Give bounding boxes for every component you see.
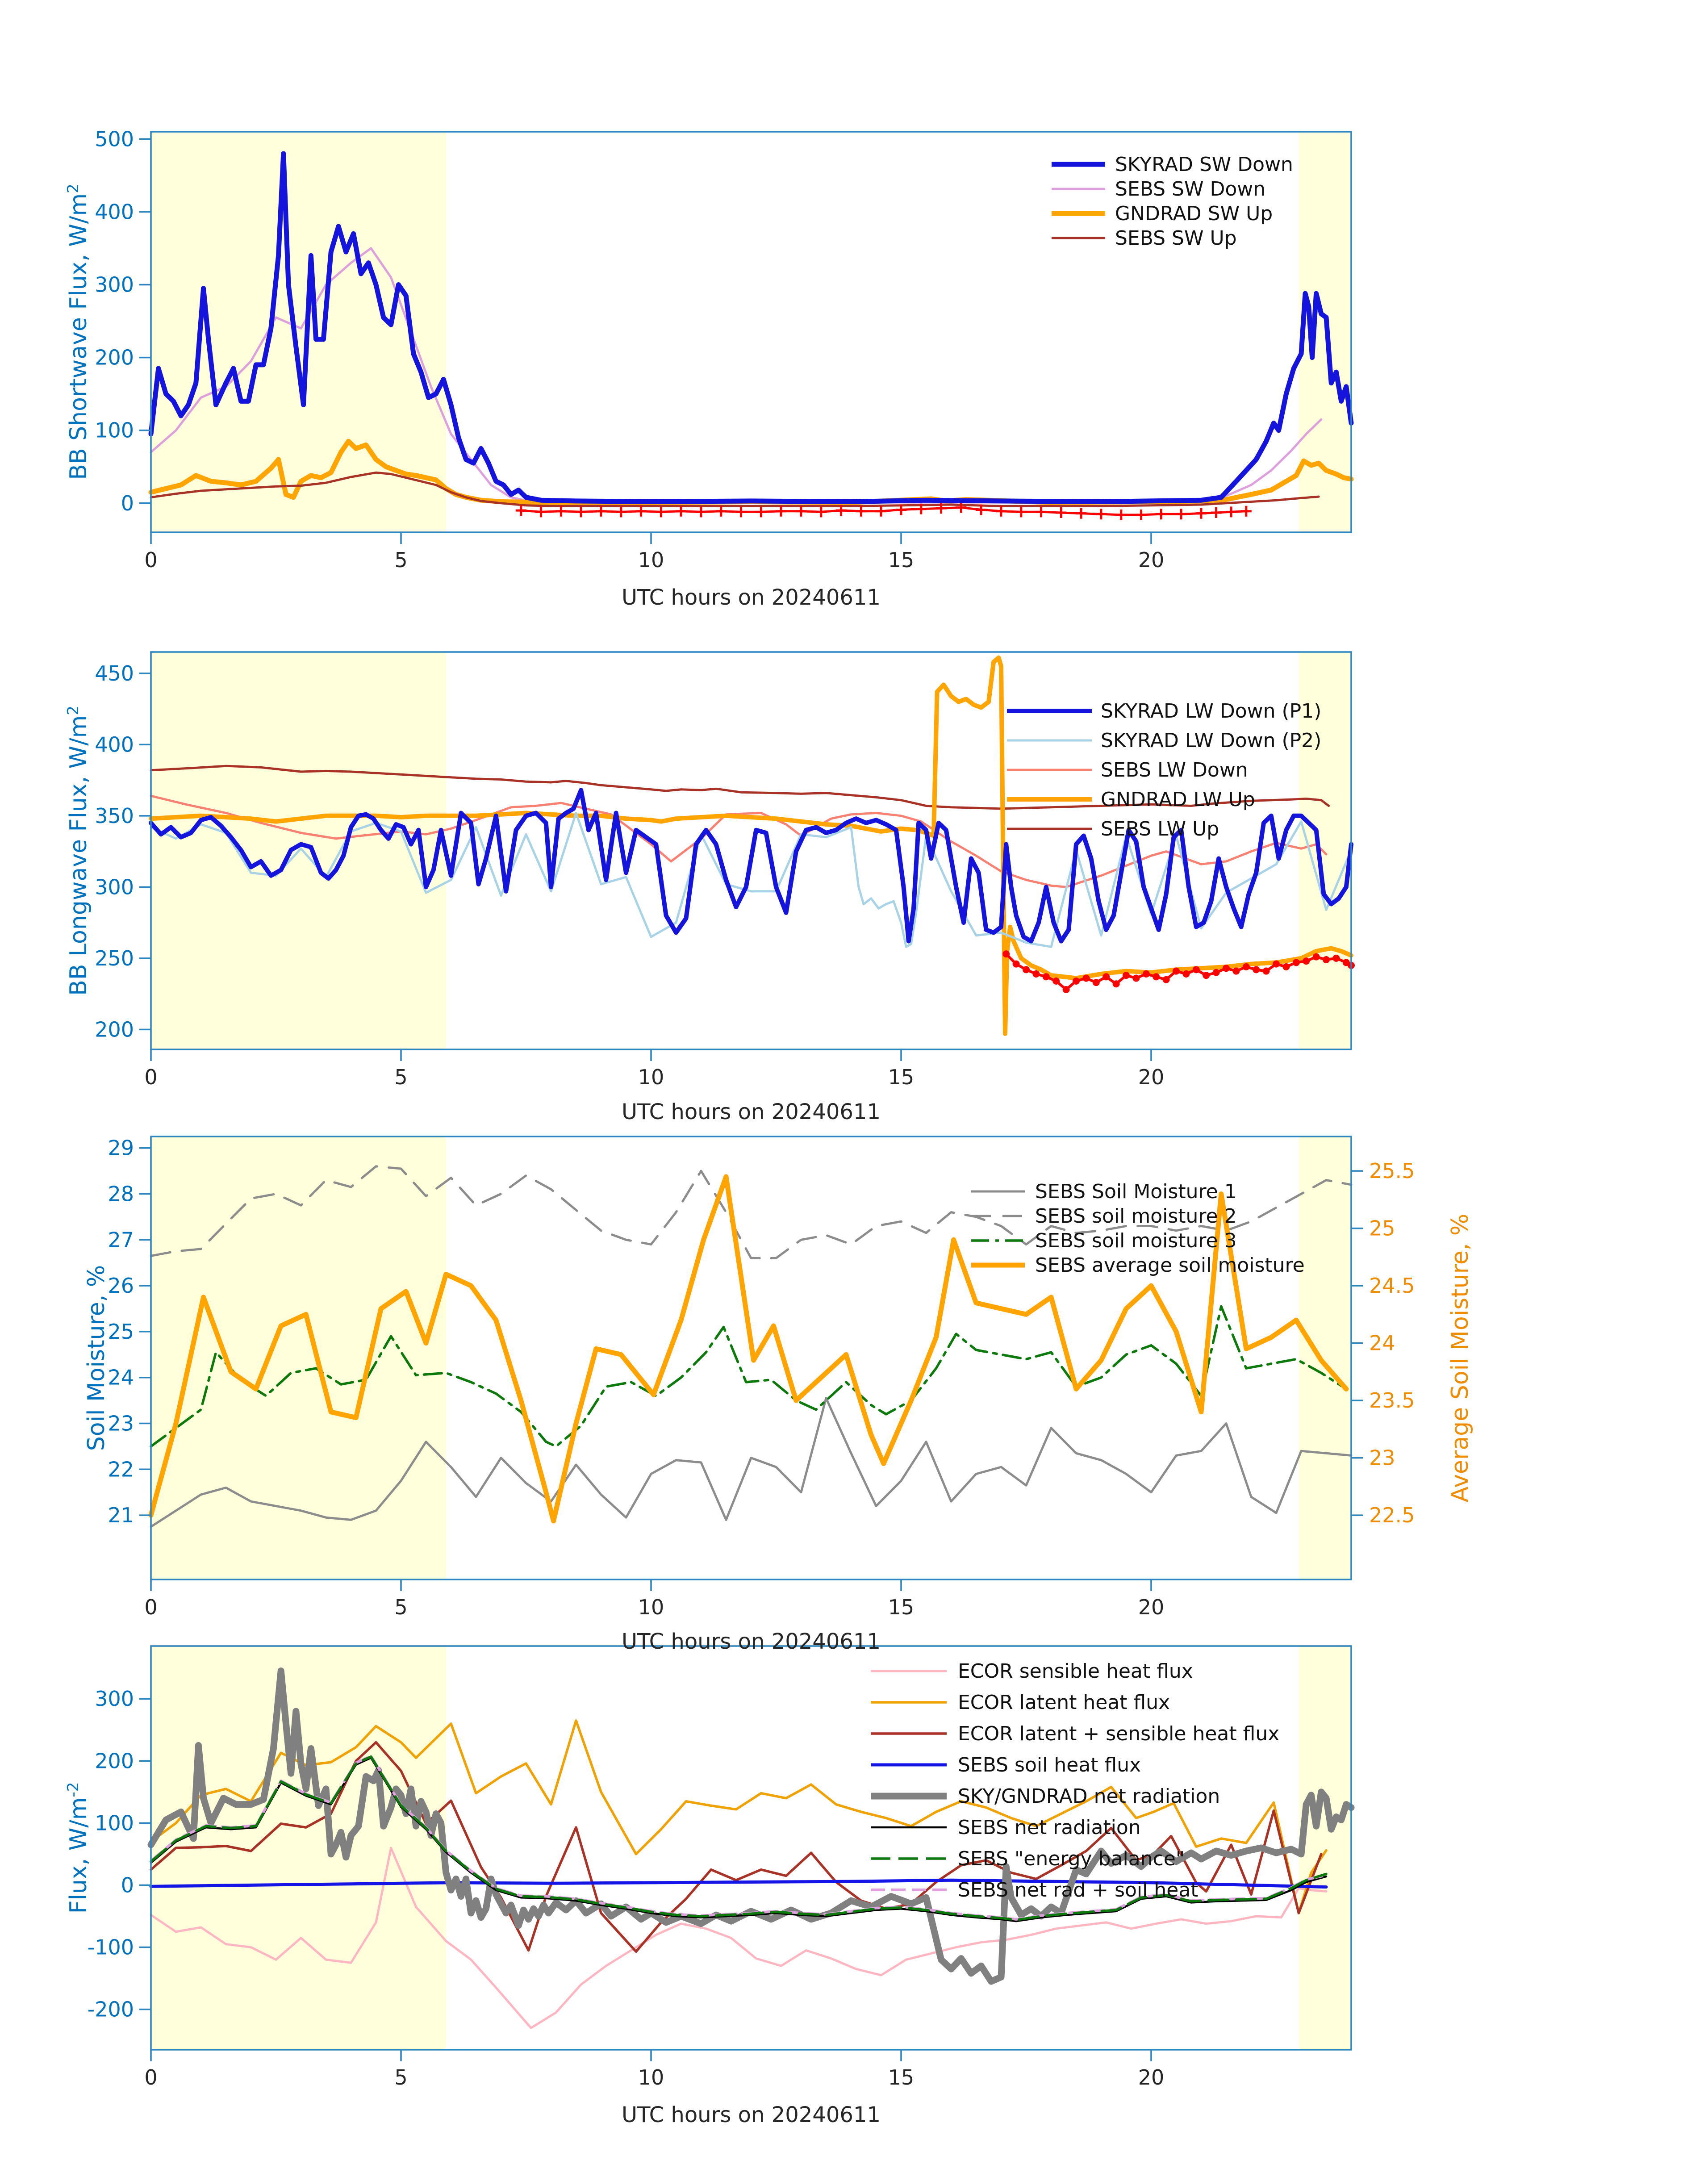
- right-y-tick-label: 24: [1369, 1331, 1395, 1355]
- marker-plus: [876, 506, 886, 517]
- marker-plus: [1156, 509, 1166, 519]
- legend-label-sebs-lw-down: SEBS LW Down: [1101, 759, 1248, 781]
- marker-dot: [1253, 966, 1260, 973]
- legend-label-sebs-soil-heat-flux: SEBS soil heat flux: [958, 1754, 1141, 1776]
- night-shading-band: [1299, 1137, 1351, 1579]
- panel-1: [95, 127, 1351, 572]
- marker-plus: [616, 506, 626, 517]
- panel-4-legend: [871, 1660, 1279, 1901]
- legend-label-sebs-soil-moisture-3: SEBS soil moisture 3: [1035, 1229, 1237, 1252]
- y-tick-label: 400: [95, 200, 134, 224]
- marker-dot: [1032, 970, 1040, 978]
- marker-dot: [1002, 950, 1010, 957]
- x-tick-label: 10: [638, 1065, 664, 1089]
- y-tick-label: 27: [108, 1228, 134, 1252]
- legend-label-skyrad-lw-down-p1: SKYRAD LW Down (P1): [1101, 700, 1322, 723]
- marker-dot: [1313, 953, 1320, 961]
- marker-plus: [656, 506, 666, 517]
- x-tick-label: 20: [1138, 1065, 1165, 1089]
- y-tick-label: 200: [95, 1749, 134, 1773]
- y-tick-label: 300: [95, 1687, 134, 1711]
- y-tick-label: 350: [95, 803, 134, 828]
- y-tick-label: 26: [108, 1274, 134, 1298]
- x-tick-label: 10: [638, 548, 664, 572]
- legend-label-skyrad-sw-down: SKYRAD SW Down: [1115, 153, 1293, 176]
- marker-plus: [776, 506, 786, 517]
- legend-label-sebs-soil-moisture-1: SEBS Soil Moisture 1: [1035, 1180, 1237, 1203]
- marker-dot: [1263, 968, 1270, 975]
- legend-label-ecor-latent-heat-flux: ECOR latent heat flux: [958, 1691, 1170, 1714]
- marker-dot: [1303, 957, 1310, 965]
- marker-dot: [1043, 973, 1050, 980]
- marker-dot: [1243, 963, 1250, 970]
- right-y-tick-label: 25.5: [1369, 1159, 1415, 1183]
- marker-dot: [1102, 973, 1110, 980]
- marker-dot: [1113, 980, 1120, 987]
- panel4-y-axis-label-exponent: -2: [64, 1782, 82, 1797]
- panel-3-legend: [971, 1180, 1305, 1277]
- marker-dot: [1203, 972, 1210, 979]
- y-tick-label: 29: [108, 1136, 134, 1160]
- legend-label-sebs-soil-moisture-2: SEBS soil moisture 2: [1035, 1205, 1237, 1228]
- x-tick-label: 5: [394, 1595, 408, 1619]
- x-tick-label: 15: [888, 548, 915, 572]
- x-tick-label: 10: [638, 2065, 664, 2089]
- y-tick-label: 100: [95, 418, 134, 443]
- marker-dot: [1023, 966, 1030, 973]
- legend-label-gndrad-lw-up: GNDRAD LW Up: [1101, 788, 1255, 811]
- x-tick-label: 0: [144, 1065, 158, 1089]
- panel-1-legend: [1052, 153, 1293, 250]
- marker-dot: [1013, 961, 1020, 968]
- x-tick-label: 10: [638, 1595, 664, 1619]
- y-tick-label: 0: [121, 491, 134, 515]
- marker-dot: [1273, 961, 1280, 968]
- marker-plus: [1196, 508, 1207, 519]
- marker-plus: [856, 506, 866, 517]
- marker-plus: [576, 506, 586, 517]
- night-shading-band: [151, 1137, 446, 1579]
- y-tick-label: 450: [95, 661, 134, 685]
- legend-label-gndrad-sw-up: GNDRAD SW Up: [1115, 202, 1273, 225]
- x-tick-label: 20: [1138, 548, 1165, 572]
- panel1-x-axis-label: UTC hours on 20240611: [622, 585, 881, 610]
- marker-plus: [555, 506, 566, 517]
- legend-label-sky-gndrad-net-radiation: SKY/GNDRAD net radiation: [958, 1785, 1220, 1808]
- right-y-tick-label: 25: [1369, 1216, 1395, 1241]
- y-tick-label: 250: [95, 946, 134, 970]
- panel-3: [108, 1136, 1415, 1619]
- legend-label-sebs-net-rad-soil-heat: SEBS net rad + soil heat: [958, 1879, 1199, 1901]
- x-tick-label: 20: [1138, 2065, 1165, 2089]
- y-tick-label: 25: [108, 1319, 134, 1344]
- panel1-y-axis-label-exponent: 2: [64, 184, 82, 193]
- marker-dot: [1232, 968, 1240, 975]
- marker-plus: [676, 506, 686, 517]
- legend-label-sebs-average-soil-moisture: SEBS average soil moisture: [1035, 1254, 1305, 1277]
- marker-plus: [1211, 507, 1222, 518]
- marker-dot: [1213, 969, 1220, 976]
- marker-plus: [1136, 510, 1147, 520]
- marker-plus: [1176, 509, 1186, 519]
- panel-4: [88, 1646, 1351, 2089]
- marker-plus: [736, 506, 747, 517]
- y-tick-label: -100: [87, 1935, 134, 1960]
- y-tick-label: 100: [95, 1811, 134, 1835]
- legend-label-sebs-sw-up: SEBS SW Up: [1115, 227, 1237, 250]
- marker-dot: [1052, 978, 1060, 985]
- panel4-y-axis-label: Flux, $W/m^{-2}$: [64, 1782, 92, 1914]
- marker-dot: [1123, 972, 1130, 979]
- panel3-y-axis-label: Soil Moisture, %: [83, 1265, 110, 1451]
- marker-plus: [536, 506, 547, 517]
- marker-plus: [1226, 506, 1236, 517]
- legend-label-sebs-energy-balance: SEBS "energy balance": [958, 1847, 1185, 1870]
- legend-label-sebs-sw-down: SEBS SW Down: [1115, 178, 1266, 201]
- x-tick-label: 15: [888, 2065, 915, 2089]
- marker-plus: [1076, 508, 1086, 519]
- y-tick-label: 300: [95, 272, 134, 297]
- marker-plus: [1036, 506, 1047, 517]
- marker-plus: [716, 506, 727, 517]
- panel-2: [95, 652, 1355, 1089]
- night-shading-band: [1299, 1646, 1351, 2050]
- marker-dot: [1163, 976, 1170, 983]
- y-tick-label: 24: [108, 1365, 134, 1390]
- marker-dot: [1093, 979, 1100, 986]
- right-y-tick-label: 23.5: [1369, 1388, 1415, 1413]
- y-tick-label: 23: [108, 1411, 134, 1436]
- panel3-x-axis-label: UTC hours on 20240611: [622, 1629, 881, 1654]
- x-tick-label: 15: [888, 1065, 915, 1089]
- right-y-tick-label: 23: [1369, 1446, 1395, 1470]
- marker-dot: [1193, 966, 1200, 973]
- panel-2-legend: [1007, 700, 1321, 840]
- marker-plus: [816, 506, 827, 517]
- marker-dot: [1173, 968, 1180, 975]
- y-tick-label: -200: [87, 1997, 134, 2022]
- legend-label-sebs-lw-up: SEBS LW Up: [1101, 818, 1219, 840]
- marker-plus: [996, 506, 1006, 517]
- marker-plus: [596, 506, 606, 517]
- marker-plus: [696, 506, 706, 517]
- panel2-y-axis-label: BB Longwave Flux, $W/m^2$: [64, 706, 92, 996]
- panel1-y-axis-label: BB Shortwave Flux, $W/m^2$: [64, 184, 92, 480]
- marker-dot: [1223, 965, 1230, 972]
- marker-plus: [636, 506, 647, 517]
- right-y-tick-label: 22.5: [1369, 1503, 1415, 1528]
- x-tick-label: 0: [144, 2065, 158, 2089]
- marker-dot: [1332, 955, 1340, 962]
- marker-plus: [1116, 510, 1127, 520]
- marker-dot: [1073, 978, 1080, 985]
- y-tick-label: 21: [108, 1503, 134, 1528]
- legend-label-ecor-latent-sensible-heat-flux: ECOR latent + sensible heat flux: [958, 1722, 1280, 1745]
- marker-plus: [1241, 506, 1252, 517]
- x-tick-label: 0: [144, 1595, 158, 1619]
- legend-label-skyrad-lw-down-p2: SKYRAD LW Down (P2): [1101, 729, 1322, 752]
- marker-plus: [756, 506, 766, 517]
- marker-plus: [516, 505, 526, 516]
- panel2-y-axis-label-exponent: 2: [64, 706, 82, 715]
- panel4-x-axis-label: UTC hours on 20240611: [622, 2102, 881, 2127]
- x-tick-label: 20: [1138, 1595, 1165, 1619]
- y-tick-label: 400: [95, 732, 134, 757]
- y-tick-label: 200: [95, 345, 134, 370]
- marker-dot: [1143, 970, 1150, 978]
- marker-plus: [796, 506, 806, 517]
- x-tick-label: 0: [144, 548, 158, 572]
- x-tick-label: 15: [888, 1595, 915, 1619]
- marker-dot: [1132, 975, 1140, 982]
- x-tick-label: 5: [394, 1065, 408, 1089]
- right-y-tick-label: 24.5: [1369, 1274, 1415, 1298]
- x-tick-label: 5: [394, 548, 408, 572]
- marker-plus: [1056, 507, 1066, 518]
- marker-dot: [1293, 959, 1300, 966]
- marker-plus: [1016, 506, 1027, 517]
- marker-dot: [1323, 956, 1330, 963]
- legend-label-sebs-net-radiation: SEBS net radiation: [958, 1816, 1141, 1839]
- y-tick-label: 300: [95, 875, 134, 899]
- y-tick-label: 28: [108, 1182, 134, 1206]
- y-tick-label: 200: [95, 1017, 134, 1042]
- legend-label-ecor-sensible-heat-flux: ECOR sensible heat flux: [958, 1660, 1193, 1683]
- marker-dot: [1082, 975, 1090, 982]
- x-tick-label: 5: [394, 2065, 408, 2089]
- marker-plus: [1096, 509, 1107, 519]
- y-tick-label: 22: [108, 1457, 134, 1482]
- marker-dot: [1282, 963, 1290, 970]
- y-tick-label: 500: [95, 127, 134, 151]
- panel3-right-y-axis-label: Average Soil Moisture, %: [1447, 1213, 1474, 1503]
- marker-dot: [1153, 973, 1160, 980]
- y-tick-label: 0: [121, 1873, 134, 1897]
- panel2-x-axis-label: UTC hours on 20240611: [622, 1099, 881, 1124]
- marker-dot: [1182, 970, 1190, 978]
- marker-dot: [1063, 986, 1070, 993]
